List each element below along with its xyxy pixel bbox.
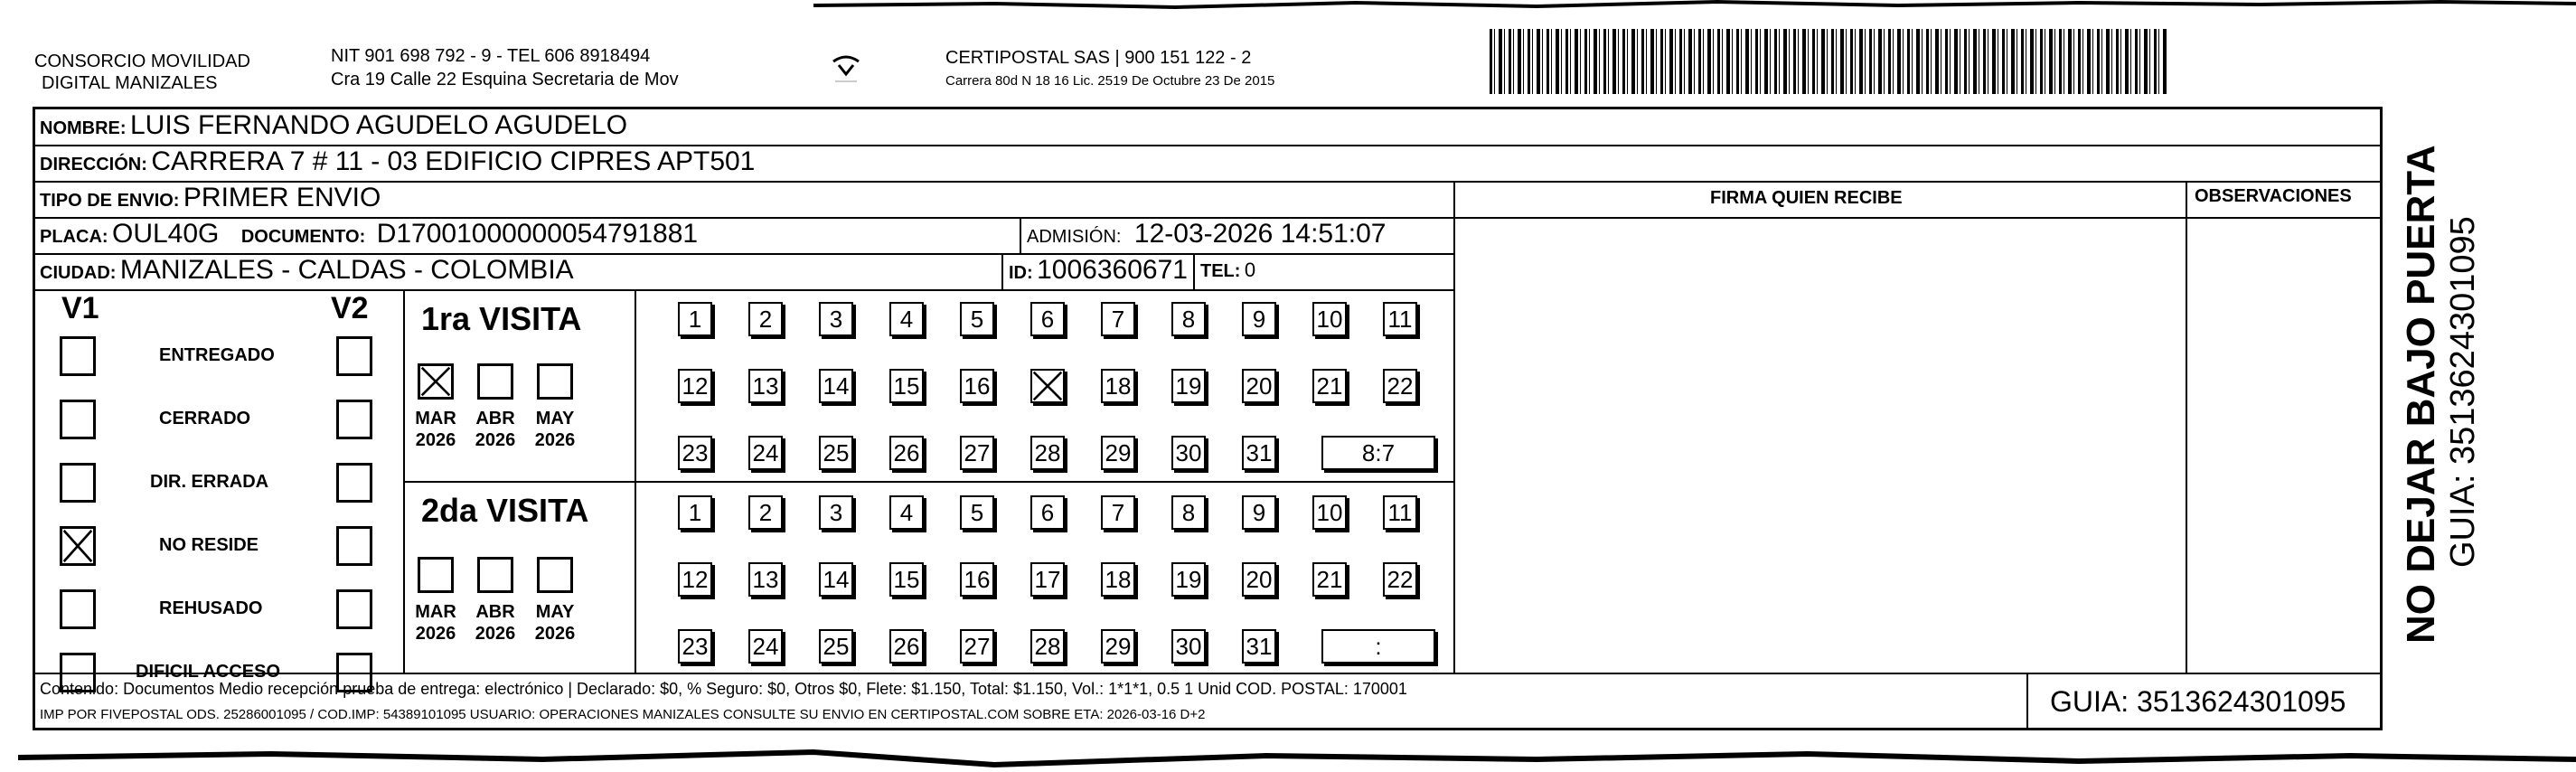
first-visit-day-15[interactable]: 15 xyxy=(889,369,924,403)
v2-checkbox-entregado[interactable] xyxy=(336,336,372,376)
first-visit-year-label-mar: 2026 xyxy=(415,430,456,450)
second-visit-day-13[interactable]: 13 xyxy=(748,562,783,597)
v2-checkbox-cerrado[interactable] xyxy=(336,400,372,439)
second-visit-month-label-abr: ABR xyxy=(475,602,515,622)
second-visit-day-6[interactable]: 6 xyxy=(1030,495,1065,530)
first-visit-day-14[interactable]: 14 xyxy=(819,369,853,403)
first-visit-day-6[interactable]: 6 xyxy=(1030,302,1065,336)
second-visit-day-16[interactable]: 16 xyxy=(960,562,994,597)
barcode xyxy=(1490,29,2167,94)
second-visit-day-30[interactable]: 30 xyxy=(1171,629,1206,664)
second-visit-day-28[interactable]: 28 xyxy=(1030,629,1065,664)
second-visit-day-31[interactable]: 31 xyxy=(1242,629,1276,664)
second-visit-day-19[interactable]: 19 xyxy=(1171,562,1206,597)
v1-header: V1 xyxy=(61,291,99,325)
v2-header: V2 xyxy=(331,291,369,325)
second-visit-day-21[interactable]: 21 xyxy=(1312,562,1347,597)
second-visit-day-26[interactable]: 26 xyxy=(889,629,924,664)
first-visit-day-25[interactable]: 25 xyxy=(819,436,853,470)
torn-edge-top xyxy=(0,0,2576,18)
second-visit-month-checkbox-may[interactable] xyxy=(537,557,573,593)
v1-checkbox-cerrado[interactable] xyxy=(60,400,96,439)
second-visit-day-12[interactable]: 12 xyxy=(678,562,712,597)
first-visit-year-label-may: 2026 xyxy=(534,430,576,450)
first-visit-day-30[interactable]: 30 xyxy=(1171,436,1206,470)
v2-checkbox-rehusado[interactable] xyxy=(336,589,372,629)
first-visit-title: 1ra VISITA xyxy=(421,300,582,337)
second-visit-month-label-may: MAY xyxy=(535,602,575,622)
side-guia: GUIA: 3513624301095 xyxy=(2444,216,2482,568)
first-visit-day-18[interactable]: 18 xyxy=(1101,369,1135,403)
v2-checkbox-dir-errada[interactable] xyxy=(336,463,372,503)
footer-contenido: Contenido: Documentos Medio recepción prueba de entrega: electrónico | Declarado: $0, % Seguro: $0, Otros $0, Flete: $1.150, Total: $1.150, Vol.: 1*1*1, 0.5 1 Unid COD. POSTAL: 170001 xyxy=(40,680,1407,698)
ciudad-value: MANIZALES - CALDAS - COLOMBIA xyxy=(119,255,574,285)
tel-value: 0 xyxy=(1244,259,1256,281)
second-visit-year-label-mar: 2026 xyxy=(415,624,456,644)
first-visit-day-3[interactable]: 3 xyxy=(819,302,853,336)
v1-checkbox-dir-errada[interactable] xyxy=(60,463,96,503)
second-visit-day-15[interactable]: 15 xyxy=(889,562,924,597)
first-visit-day-27[interactable]: 27 xyxy=(960,436,994,470)
second-visit-day-4[interactable]: 4 xyxy=(889,495,924,530)
second-visit-day-24[interactable]: 24 xyxy=(748,629,783,664)
second-visit-day-1[interactable]: 1 xyxy=(678,495,712,530)
second-visit-day-3[interactable]: 3 xyxy=(819,495,853,530)
first-visit-day-28[interactable]: 28 xyxy=(1030,436,1065,470)
tipo-envio-row xyxy=(40,183,381,218)
company-nit: NIT 901 698 792 - 9 - TEL 606 8918494 xyxy=(331,46,651,66)
no-dejar-bajo-puerta: NO DEJAR BAJO PUERTA xyxy=(2399,145,2443,644)
first-visit-year-label-abr: 2026 xyxy=(475,430,516,450)
v2-checkbox-no-reside[interactable] xyxy=(336,526,372,566)
id-row xyxy=(1009,255,1188,290)
direccion-label: DIRECCIÓN: xyxy=(40,155,147,174)
second-visit-day-17[interactable]: 17 xyxy=(1030,562,1065,597)
form-border xyxy=(33,107,2383,730)
second-visit-day-11[interactable]: 11 xyxy=(1383,495,1417,530)
second-visit-day-29[interactable]: 29 xyxy=(1101,629,1135,664)
first-visit-day-24[interactable]: 24 xyxy=(748,436,783,470)
second-visit-day-7[interactable]: 7 xyxy=(1101,495,1135,530)
admision-label: ADMISIÓN: xyxy=(1027,227,1122,247)
second-visit-title: 2da VISITA xyxy=(421,492,589,529)
footer-guia: GUIA: 3513624301095 xyxy=(2050,685,2346,718)
observaciones-label: OBSERVACIONES xyxy=(2195,186,2352,206)
second-visit-time-field[interactable]: : xyxy=(1321,629,1435,664)
check-x-icon xyxy=(420,366,451,397)
second-visit-day-8[interactable]: 8 xyxy=(1171,495,1206,530)
second-visit-day-27[interactable]: 27 xyxy=(960,629,994,664)
v1-checkbox-entregado[interactable] xyxy=(60,336,96,376)
first-visit-month-label-mar: MAR xyxy=(415,409,456,428)
first-visit-day-1[interactable]: 1 xyxy=(678,302,712,336)
second-visit-day-18[interactable]: 18 xyxy=(1101,562,1135,597)
first-visit-day-26[interactable]: 26 xyxy=(889,436,924,470)
status-label-dificil-acceso: DIFICIL ACCESO xyxy=(136,662,281,682)
first-visit-time-field[interactable]: 8:7 xyxy=(1321,436,1435,470)
id-label: ID: xyxy=(1009,263,1033,283)
company-address: Cra 19 Calle 22 Esquina Secretaria de Mov xyxy=(331,70,679,89)
torn-edge-bottom xyxy=(0,743,2576,772)
first-visit-day-31[interactable]: 31 xyxy=(1242,436,1276,470)
first-visit-day-12[interactable]: 12 xyxy=(678,369,712,403)
first-visit-day-29[interactable]: 29 xyxy=(1101,436,1135,470)
second-visit-day-10[interactable]: 10 xyxy=(1312,495,1347,530)
tel-row xyxy=(1200,255,1255,288)
check-x-icon xyxy=(62,529,93,563)
direccion-value: CARRERA 7 # 11 - 03 EDIFICIO CIPRES APT501 xyxy=(151,146,756,176)
placa-label: PLACA: xyxy=(40,227,108,247)
ciudad-row xyxy=(40,255,574,290)
second-visit-day-20[interactable]: 20 xyxy=(1242,562,1276,597)
second-visit-month-checkbox-abr[interactable] xyxy=(477,557,513,593)
second-visit-day-9[interactable]: 9 xyxy=(1242,495,1276,530)
second-visit-year-label-abr: 2026 xyxy=(475,624,516,644)
admision-row xyxy=(1027,219,1386,254)
ciudad-label: CIUDAD: xyxy=(40,263,117,283)
carrier-logo-icon xyxy=(830,51,862,87)
first-visit-day-2[interactable]: 2 xyxy=(748,302,783,336)
nombre-label: NOMBRE: xyxy=(40,118,127,138)
first-visit-day-17[interactable] xyxy=(1030,369,1065,403)
first-visit-day-13[interactable]: 13 xyxy=(748,369,783,403)
first-visit-day-21[interactable]: 21 xyxy=(1312,369,1347,403)
status-label-rehusado: REHUSADO xyxy=(159,598,263,618)
nombre-row xyxy=(40,110,627,146)
documento-label: DOCUMENTO: xyxy=(240,227,366,247)
id-value: 1006360671 xyxy=(1037,255,1188,285)
tipo-envio-label: TIPO DE ENVIO: xyxy=(40,191,180,211)
second-visit-day-22[interactable]: 22 xyxy=(1383,562,1417,597)
tipo-envio-value: PRIMER ENVIO xyxy=(183,183,381,212)
second-visit-year-label-may: 2026 xyxy=(534,624,576,644)
first-visit-day-9[interactable]: 9 xyxy=(1242,302,1276,336)
check-x-icon xyxy=(1032,371,1063,401)
first-visit-day-23[interactable]: 23 xyxy=(678,436,712,470)
status-label-entregado: ENTREGADO xyxy=(159,345,275,365)
first-visit-day-19[interactable]: 19 xyxy=(1171,369,1206,403)
first-visit-day-22[interactable]: 22 xyxy=(1383,369,1417,403)
footer-imp: IMP POR FIVEPOSTAL ODS. 25286001095 / COD.IMP: 54389101095 USUARIO: OPERACIONES MANIZALES CONSULTE SU ENVIO EN CERTIPOSTAL.COM SOBRE ETA: 2026-03-16 D+2 xyxy=(40,707,1206,722)
second-visit-day-23[interactable]: 23 xyxy=(678,629,712,664)
documento-value: D17001000000054791881 xyxy=(376,219,699,249)
first-visit-day-16[interactable]: 16 xyxy=(960,369,994,403)
v1-checkbox-no-reside[interactable] xyxy=(60,526,96,566)
first-visit-month-checkbox-abr[interactable] xyxy=(477,363,513,400)
first-visit-day-8[interactable]: 8 xyxy=(1171,302,1206,336)
first-visit-day-10[interactable]: 10 xyxy=(1312,302,1347,336)
status-label-dir-errada: DIR. ERRADA xyxy=(150,472,269,492)
v1-checkbox-rehusado[interactable] xyxy=(60,589,96,629)
tel-label: TEL: xyxy=(1200,261,1241,281)
first-visit-day-20[interactable]: 20 xyxy=(1242,369,1276,403)
second-visit-day-2[interactable]: 2 xyxy=(748,495,783,530)
company-name-line1: CONSORCIO MOVILIDAD xyxy=(34,52,250,71)
admision-value: 12-03-2026 14:51:07 xyxy=(1133,219,1387,249)
first-visit-day-11[interactable]: 11 xyxy=(1383,302,1417,336)
carrier-name: CERTIPOSTAL SAS | 900 151 122 - 2 xyxy=(945,48,1252,68)
second-visit-day-5[interactable]: 5 xyxy=(960,495,994,530)
company-name-line2: DIGITAL MANIZALES xyxy=(42,73,218,93)
first-visit-month-label-may: MAY xyxy=(535,409,575,428)
placa-row xyxy=(40,219,698,254)
status-label-no-reside: NO RESIDE xyxy=(159,535,259,555)
first-visit-month-checkbox-mar[interactable] xyxy=(418,363,454,400)
second-visit-month-checkbox-mar[interactable] xyxy=(418,557,454,593)
second-visit-day-25[interactable]: 25 xyxy=(819,629,853,664)
firma-label: FIRMA QUIEN RECIBE xyxy=(1710,188,1903,208)
first-visit-month-label-abr: ABR xyxy=(475,409,515,428)
first-visit-day-4[interactable]: 4 xyxy=(889,302,924,336)
direccion-row xyxy=(40,146,755,182)
nombre-value: LUIS FERNANDO AGUDELO AGUDELO xyxy=(130,110,628,140)
placa-value: OUL40G xyxy=(112,219,220,249)
status-label-cerrado: CERRADO xyxy=(159,409,251,428)
carrier-license: Carrera 80d N 18 16 Lic. 2519 De Octubre 23 De 2015 xyxy=(945,73,1275,89)
first-visit-day-5[interactable]: 5 xyxy=(960,302,994,336)
first-visit-month-checkbox-may[interactable] xyxy=(537,363,573,400)
first-visit-day-7[interactable]: 7 xyxy=(1101,302,1135,336)
second-visit-month-label-mar: MAR xyxy=(415,602,456,622)
second-visit-day-14[interactable]: 14 xyxy=(819,562,853,597)
